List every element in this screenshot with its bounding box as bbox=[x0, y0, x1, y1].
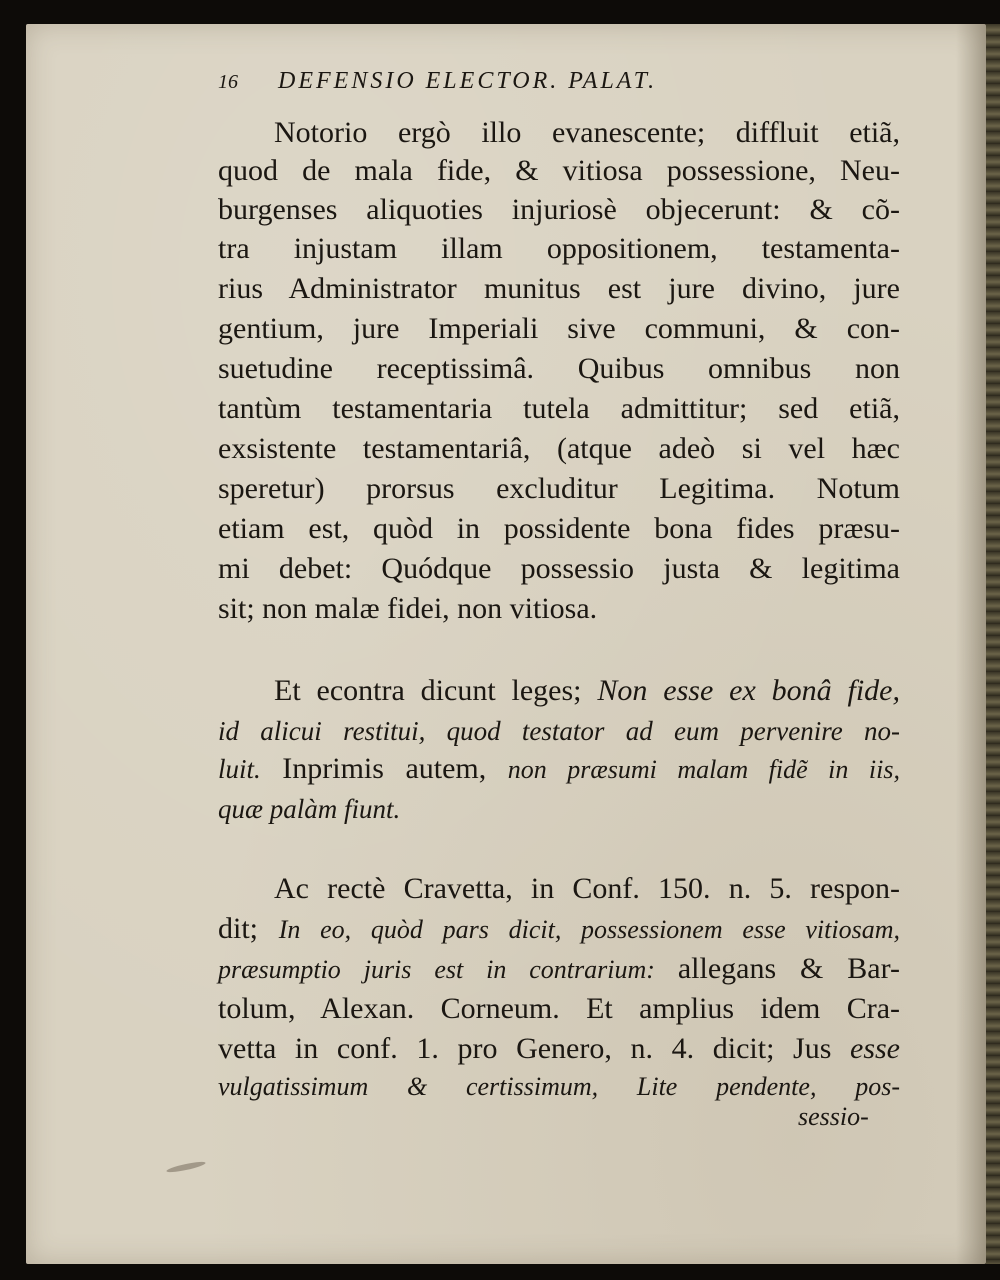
text-line: exsistente testamentariâ, (atque adeò si vel hæc bbox=[218, 432, 900, 465]
text-line: tolum, Alexan. Corneum. Et amplius idem Cra- bbox=[218, 992, 900, 1025]
catchword: sessio- bbox=[798, 1102, 869, 1131]
text-line: Notorio ergò illo evanescente; diffluit etiã, bbox=[274, 116, 900, 149]
text-line bbox=[218, 912, 900, 947]
book-edge bbox=[986, 24, 1000, 1264]
text-line: burgenses aliquoties injuriosè objecerunt: & cõ- bbox=[218, 193, 900, 226]
text-roman: allegans & Bar- bbox=[677, 952, 900, 985]
text-roman: Inprimis autem, bbox=[260, 752, 508, 785]
text-line: rius Administrator munitus est jure divino, jure bbox=[218, 272, 900, 305]
text-line: gentium, jure Imperiali sive communi, & con- bbox=[218, 312, 900, 345]
text-line: quod de mala fide, & vitiosa possessione, Neu- bbox=[218, 154, 900, 187]
text-line: Ac rectè Cravetta, in Conf. 150. n. 5. respon- bbox=[274, 872, 900, 905]
text-line: tra injustam illam oppositionem, testamenta- bbox=[218, 232, 900, 265]
text-italic: esse bbox=[850, 1032, 900, 1065]
text-line: sit; non malæ fidei, non vitiosa. bbox=[218, 592, 598, 625]
text-line bbox=[274, 674, 900, 708]
running-header bbox=[218, 68, 838, 95]
text-roman: vetta in conf. 1. pro Genero, n. 4. dicit; Jus bbox=[218, 1032, 851, 1065]
text-line: speretur) prorsus excluditur Legitima. Notum bbox=[218, 472, 900, 505]
text-italic: non præsumi malam fidẽ in iis, bbox=[507, 755, 900, 784]
page-gutter-shadow bbox=[956, 24, 986, 1264]
text-italic: præsumptio juris est in contrarium: bbox=[218, 955, 678, 984]
text-line: quæ palàm fiunt. bbox=[218, 794, 401, 824]
text-line: tantùm testamentaria tutela admittitur; sed etiã, bbox=[218, 392, 900, 425]
text-italic: In eo, quòd pars dicit, possessionem esse vitiosam, bbox=[278, 915, 900, 944]
text-roman: Et econtra dicunt leges; bbox=[274, 674, 598, 707]
text-line bbox=[218, 952, 900, 987]
text-line bbox=[218, 752, 900, 787]
text-line: id alicui restitui, quod testator ad eum pervenire no- bbox=[218, 716, 900, 746]
text-roman: dit; bbox=[218, 912, 279, 945]
text-line: mi debet: Quódque possessio justa & legitima bbox=[218, 552, 900, 585]
running-title: DEFENSIO ELECTOR. PALAT. bbox=[278, 68, 658, 94]
text-italic: Non esse ex bonâ fide, bbox=[597, 674, 900, 707]
text-line: etiam est, quòd in possidente bona fides præsu- bbox=[218, 512, 900, 545]
text-line bbox=[218, 1032, 900, 1066]
text-line: vulgatissimum & certissimum, Lite pendente, pos- bbox=[218, 1072, 900, 1101]
text-line: suetudine receptissimâ. Quibus omnibus non bbox=[218, 352, 900, 385]
ink-smudge bbox=[166, 1160, 206, 1174]
text-italic: luit. bbox=[218, 754, 261, 784]
page-number: 16 bbox=[218, 71, 238, 93]
